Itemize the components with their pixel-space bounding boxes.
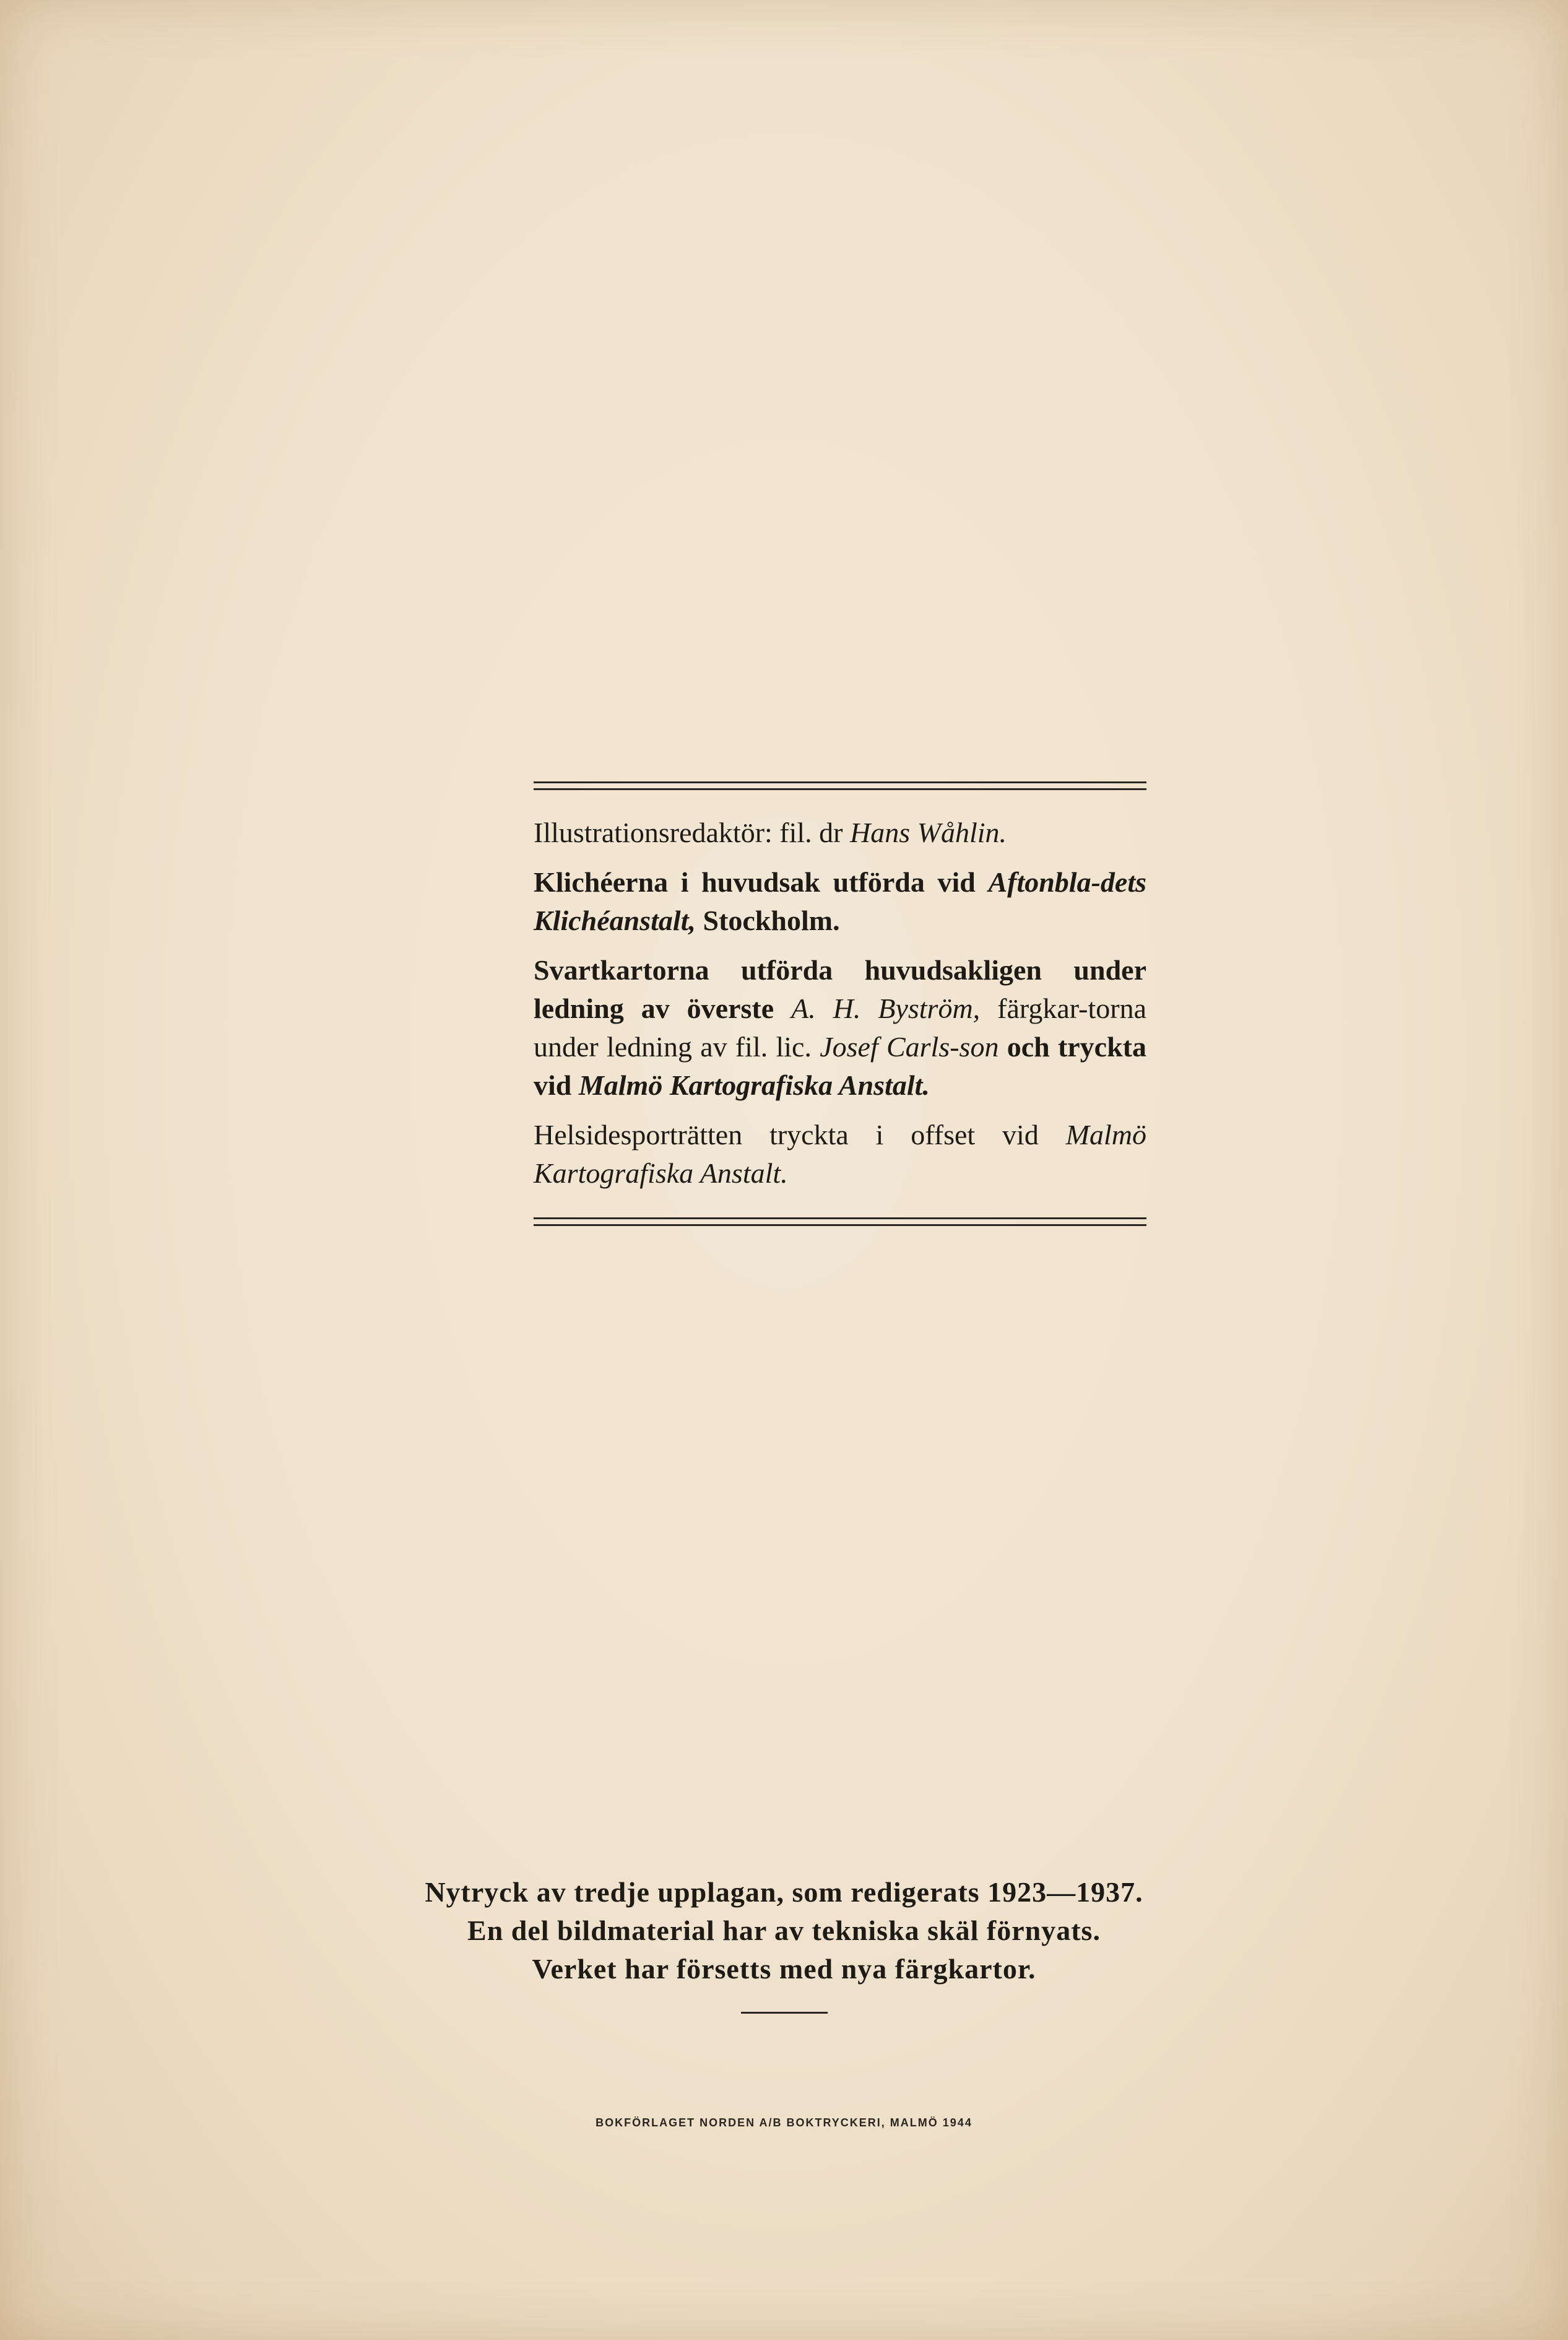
reprint-line-2: En del bildmaterial har av tekniska skäl förnyats. [467,1915,1101,1946]
credit-cliches-company: Aftonbla-dets Klichéanstalt, [534,866,1146,936]
credit-portraits-text: Helsidesporträtten tryckta i offset vid [534,1119,1066,1150]
printer-imprint: BOKFÖRLAGET NORDEN A/B BOKTRYCKERI, MALMÖ 1944 [596,2116,972,2129]
credits-block [534,781,1146,1226]
credit-portraits-printer: Malmö Kartografiska Anstalt. [534,1119,1146,1189]
bottom-double-rule [534,1217,1146,1226]
credit-maps-printer: Malmö Kartografiska Anstalt. [578,1069,930,1101]
top-double-rule [534,781,1146,790]
reprint-note [0,1873,1568,2014]
short-divider-rule [741,2012,828,2014]
reprint-line-3: Verket har försetts med nya färgkartor. [532,1953,1036,1985]
credit-illustration-editor [534,814,1146,852]
credit-maps-text-2: färgkar-torna under ledning av fil. lic. [534,993,1147,1063]
credit-maps-person-2: Josef Carls-son [820,1031,999,1063]
credit-maps-text-3: och tryckta vid [534,1031,1146,1101]
credit-illustration-editor-name: Hans Wåhlin. [850,817,1007,848]
credit-maps [534,951,1146,1105]
credit-maps-person-1: A. H. Byström, [791,993,981,1024]
credit-maps-text-1: Svartkartorna utförda huvudsakligen under ledning av överste [534,954,1146,1024]
credits-body [534,790,1146,1217]
credit-portraits [534,1116,1146,1193]
credit-cliches-text: Klichéerna i huvudsak utförda vid [534,866,989,898]
credit-cliches-city: Stockholm. [695,905,840,936]
credit-cliches [534,863,1146,940]
reprint-line-1: Nytryck av tredje upplagan, som redigerats 1923—1937. [425,1876,1143,1908]
credit-illustration-editor-text: Illustrationsredaktör: fil. dr [534,817,850,848]
